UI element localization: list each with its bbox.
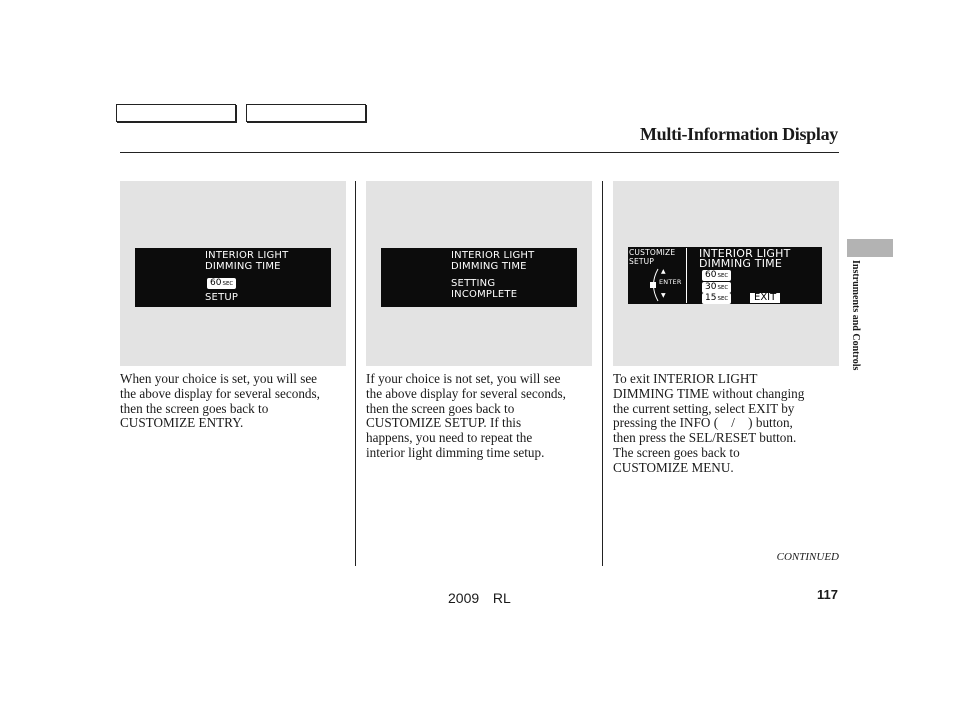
- arrow-down-icon: ▼: [661, 292, 666, 299]
- text-line: If your choice is not set, you will see: [366, 371, 561, 386]
- section-tab-label: Instruments and Controls: [850, 260, 861, 371]
- lcd-line: INTERIOR LIGHT: [699, 247, 791, 260]
- continued-label: CONTINUED: [776, 551, 839, 563]
- text-line: The screen goes back to: [613, 444, 740, 460]
- text-line: the above display for several seconds,: [120, 385, 320, 401]
- enter-label: ENTER: [659, 278, 682, 286]
- time-value: 60: [210, 278, 222, 288]
- text-line: happens, you need to repeat the: [366, 430, 533, 446]
- text-line: the current setting, select EXIT by: [613, 400, 795, 416]
- display-illustration-2: [366, 181, 592, 366]
- column-divider: [602, 181, 603, 566]
- text-line: CUSTOMIZE ENTRY.: [120, 415, 244, 431]
- text-line: To exit INTERIOR LIGHT: [613, 371, 758, 386]
- nav-button-next[interactable]: [246, 104, 366, 122]
- lcd-status: INCOMPLETE: [451, 289, 518, 300]
- lcd-line: DIMMING TIME: [205, 261, 281, 272]
- page-number: 117: [817, 587, 838, 602]
- text-line: CUSTOMIZE SETUP. If this: [366, 415, 522, 431]
- lcd-side-line: CUSTOMIZE: [629, 248, 676, 257]
- lcd-divider: [686, 248, 687, 303]
- section-tab: [847, 239, 893, 257]
- text-column-2: [366, 372, 598, 461]
- lcd-status: SETUP: [205, 292, 239, 303]
- option-value: 30: [705, 282, 717, 292]
- option-unit: SEC: [717, 273, 729, 279]
- time-value-chip: [207, 278, 236, 289]
- lcd-screen: [381, 248, 577, 307]
- option-60: [702, 270, 731, 281]
- text-column-1: [120, 372, 352, 431]
- text-line: pressing the INFO ( / ) button,: [613, 415, 793, 431]
- text-column-3: [613, 372, 845, 476]
- text-line: then the screen goes back to: [120, 400, 269, 416]
- exit-option: EXIT: [750, 293, 780, 303]
- text-line: the above display for several seconds,: [366, 385, 566, 401]
- lcd-line: DIMMING TIME: [451, 261, 527, 272]
- model-label: 2009 RL: [448, 590, 511, 606]
- text-line: then the screen goes back to: [366, 400, 515, 416]
- page-title: Multi-Information Display: [639, 124, 838, 144]
- option-value: 60: [705, 270, 717, 280]
- lcd-screen: [135, 248, 331, 307]
- display-illustration-1: [120, 181, 346, 366]
- lcd-line: DIMMING TIME: [699, 257, 782, 270]
- nav-button-previous[interactable]: [116, 104, 236, 122]
- lcd-status: SETTING: [451, 278, 496, 289]
- text-line: CUSTOMIZE MENU.: [613, 459, 734, 475]
- title-rule: [120, 152, 839, 153]
- lcd-line: INTERIOR LIGHT: [451, 250, 535, 261]
- lcd-side-line: SETUP: [629, 257, 655, 266]
- text-line: interior light dimming time setup.: [366, 444, 545, 460]
- text-line: DIMMING TIME without changing: [613, 385, 805, 401]
- time-unit: SEC: [222, 281, 234, 287]
- lcd-line: INTERIOR LIGHT: [205, 250, 289, 261]
- option-unit: SEC: [717, 296, 729, 302]
- lcd-screen: [628, 247, 822, 304]
- display-illustration-3: [613, 181, 839, 366]
- column-divider: [355, 181, 356, 566]
- option-30: [702, 282, 731, 293]
- text-line: When your choice is set, you will see: [120, 371, 318, 386]
- arrow-up-icon: ▲: [661, 268, 666, 275]
- option-15: [702, 293, 731, 304]
- option-value: 15: [705, 293, 717, 303]
- option-unit: SEC: [717, 285, 729, 291]
- text-line: then press the SEL/RESET button.: [613, 430, 797, 446]
